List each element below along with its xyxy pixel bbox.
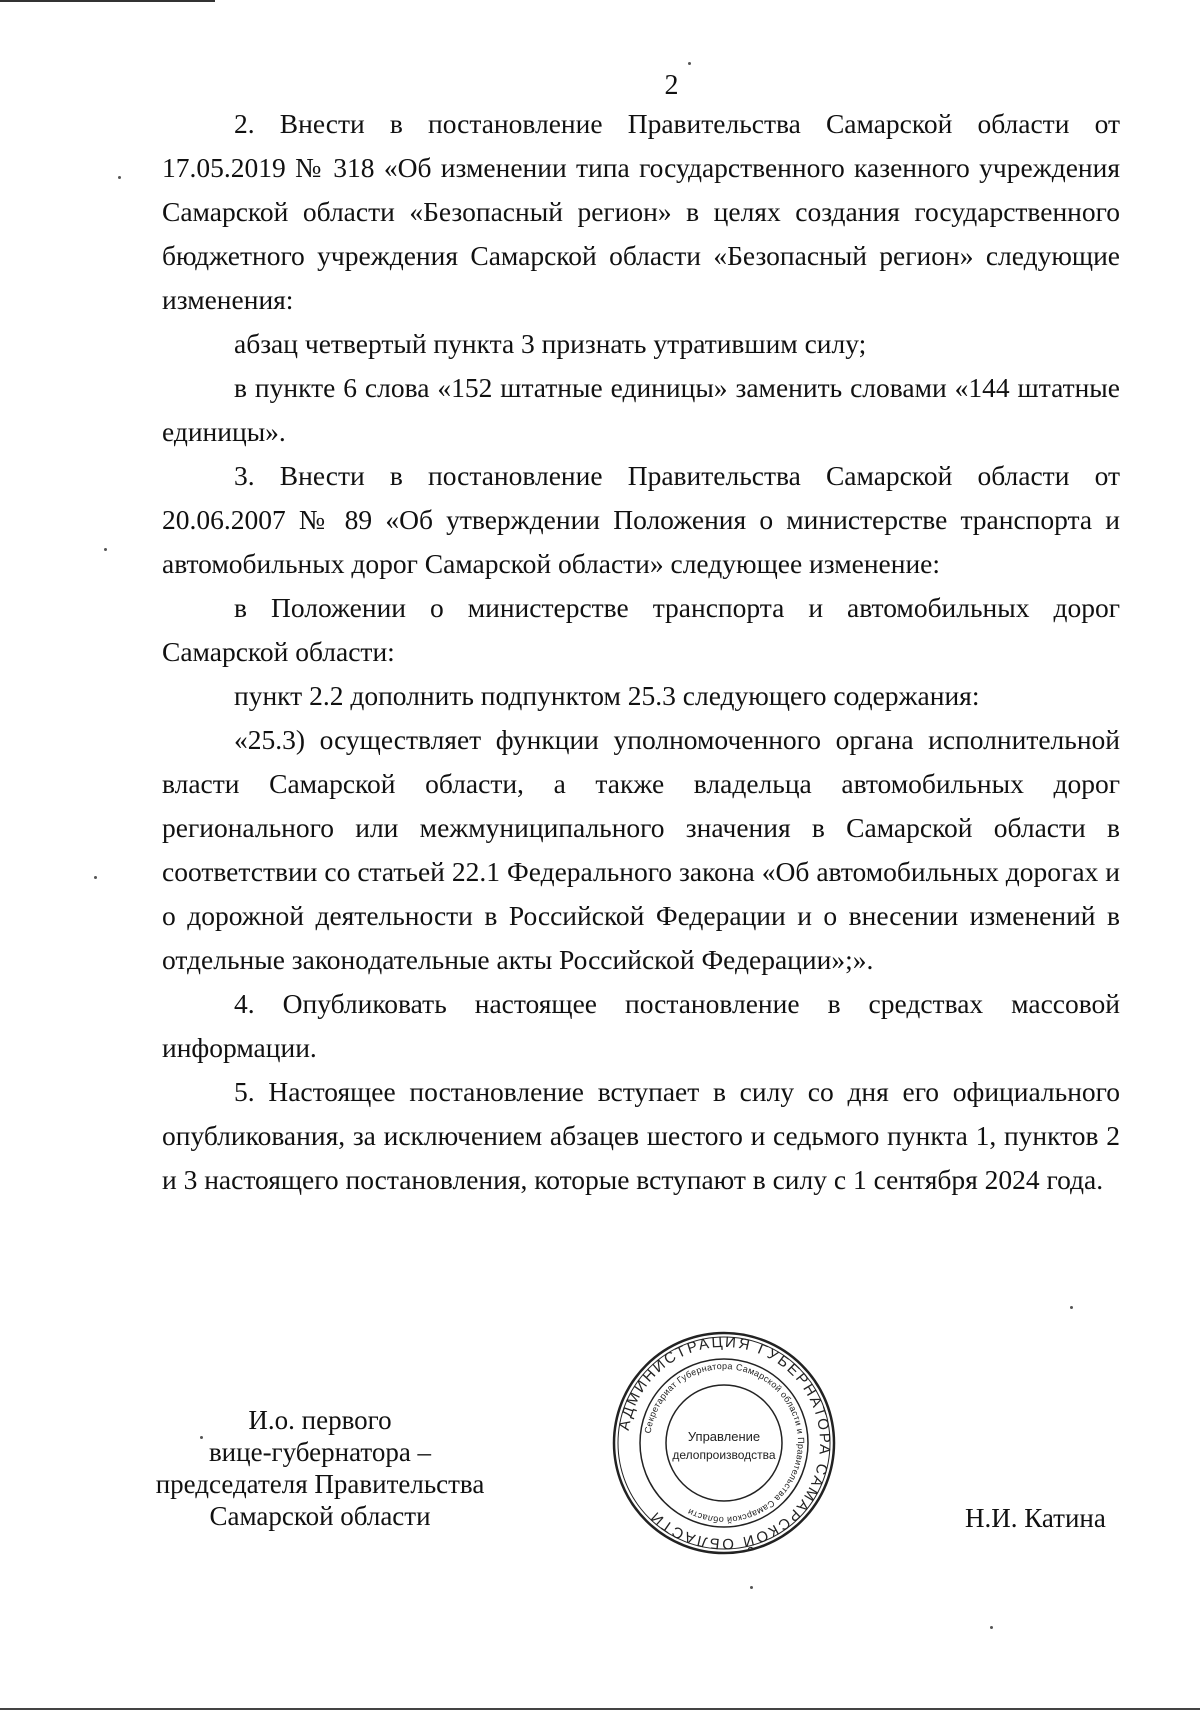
paragraph-subclause-25-3: «25.3) осуществляет функции уполномоченного органа исполнительной власти Самарской области, а также владельца автомобильных дорог регионального или межмуниципального значения в Самарской области в соответствии со статьей 22.1 Федерального закона «Об автомобильных дорогах и о дорожной деятельности в Российской Федерации и о внесении изменений в отдельные законодательные акты Российской Федерации»;». [162, 724, 1120, 975]
paragraph-regulation-intro: в Положении о министерстве транспорта и автомобильных дорог Самарской области: [162, 592, 1120, 667]
scan-speck [750, 1586, 753, 1589]
signatory-position-line: вице-губернатора – [208, 1437, 432, 1467]
stamp-center-line: делопроизводства [672, 1448, 776, 1462]
page-number: 2 [664, 70, 679, 101]
paragraph-replace-clause: в пункте 6 слова «152 штатные единицы» заменить словами «144 штатные единицы». [162, 372, 1120, 447]
scan-speck [688, 62, 691, 65]
document-body [162, 102, 1120, 1202]
scan-speck [118, 176, 121, 179]
stamp-center-line: Управление [687, 1429, 761, 1444]
paragraph-item-3: 3. Внести в постановление Правительства Самарской области от 20.06.2007 № 89 «Об утверждении Положения о министерстве транспорта и автомобильных дорог Самарской области» следующее изменение: [162, 460, 1120, 579]
scan-edge-bottom [0, 1708, 1200, 1710]
signatory-position [150, 1404, 490, 1532]
stamp-outer-text: АДМИНИСТРАЦИЯ ГУБЕРНАТОРА САМАРСКОЙ ОБЛАСТИ [615, 1333, 834, 1553]
paragraph-repeal-clause: абзац четвертый пункта 3 признать утратившим силу; [234, 328, 867, 359]
official-stamp [609, 1328, 839, 1558]
paragraph-item-2: 2. Внести в постановление Правительства Самарской области от 17.05.2019 № 318 «Об изменении типа государственного казенного учреждения Самарской области «Безопасный регион» в целях создания государственного бюджетного учреждения Самарской области «Безопасный регион» следующие изменения: [162, 108, 1120, 315]
paragraph-item-5: 5. Настоящее постановление вступает в силу со дня его официального опубликования, за исключением абзацев шестого и седьмого пункта 1, пунктов 2 и 3 настоящего постановления, которые вступают в силу с 1 сентября 2024 года. [162, 1076, 1120, 1195]
scan-speck [104, 548, 107, 551]
paragraph-add-subclause: пункт 2.2 дополнить подпунктом 25.3 следующего содержания: [234, 680, 980, 711]
stamp-inner-text: Секретариат Губернатора Самарской области и Правительства Самарской области [642, 1360, 807, 1526]
signatory-name: Н.И. Катина [965, 1503, 1106, 1533]
scan-edge-top [0, 0, 215, 2]
scan-speck [990, 1626, 993, 1629]
scan-speck [94, 876, 97, 879]
signatory-position-line: И.о. первого [248, 1405, 392, 1435]
scan-speck [1070, 1306, 1073, 1309]
signatory-position-line: Самарской области [209, 1501, 431, 1531]
signatory-position-line: председателя Правительства [155, 1469, 485, 1499]
paragraph-item-4: 4. Опубликовать настоящее постановление в средствах массовой информации. [162, 988, 1120, 1063]
scan-speck [200, 1436, 203, 1439]
